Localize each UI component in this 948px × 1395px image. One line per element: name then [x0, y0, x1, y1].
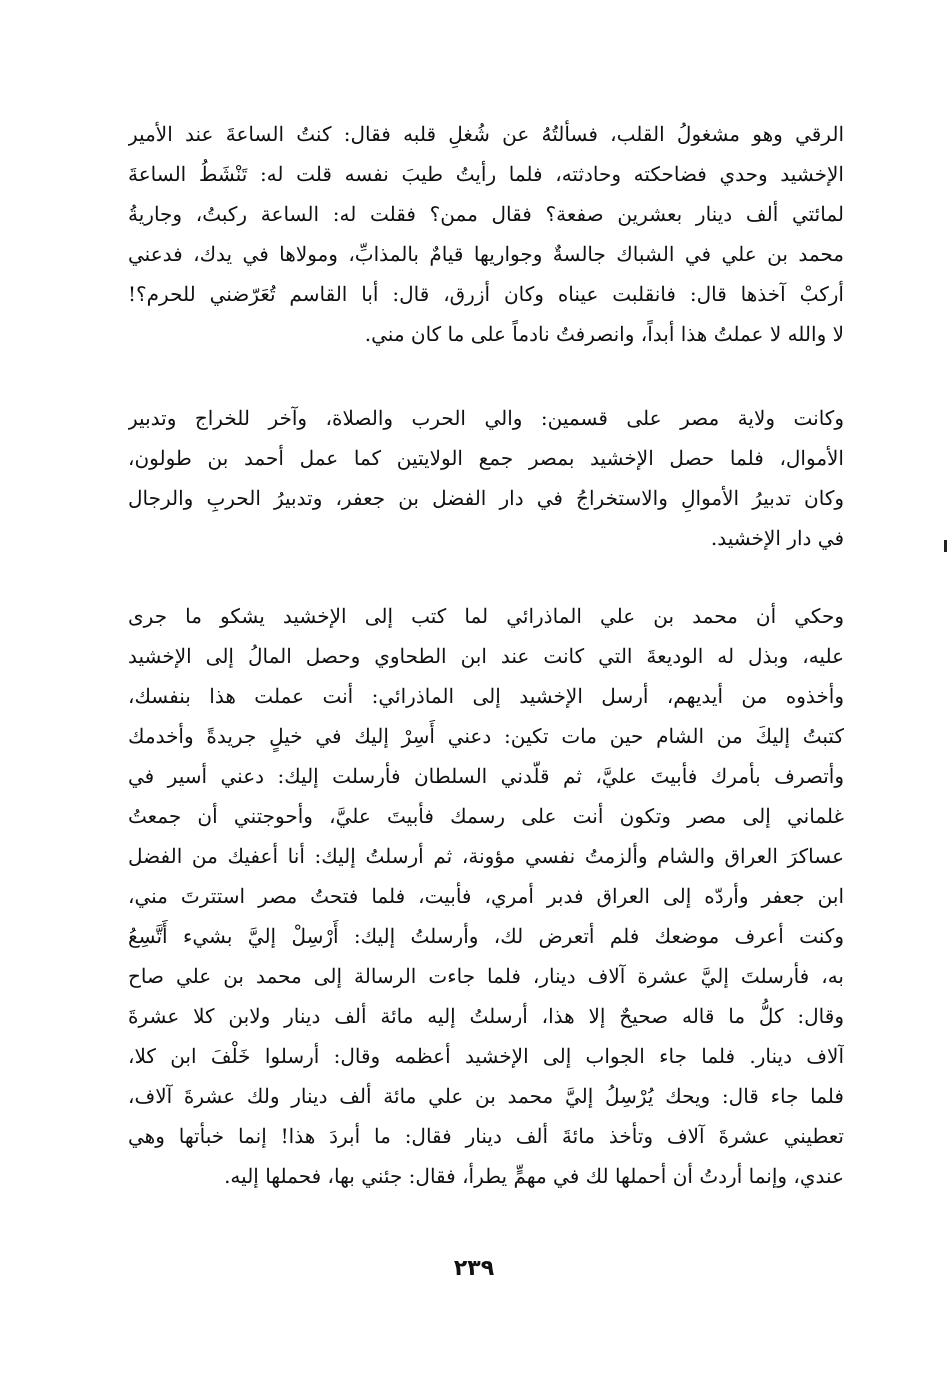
paragraph-2	[128, 398, 844, 558]
text-line: محمد بن علي في الشباك جالسةٌ وجواريها قيامٌ بالمذابِّ، ومولاها في يدك، فدعني	[128, 242, 844, 266]
text-line: وكان تدبيرُ الأموالِ والاستخراجُ في دار الفضل بن جعفر، وتدبيرُ الحربِ والرجال	[128, 486, 844, 510]
text-line: فلما جاء قال: ويحك يُرْسِلُ إليَّ محمد بن علي مائة ألف دينار ولك عشرةَ آلاف،	[128, 1084, 844, 1108]
text-line: وحكي أن محمد بن علي الماذرائي لما كتب إلى الإخشيد يشكو ما جرى	[128, 604, 844, 628]
text-line: غلماني إلى مصر وتكون أنت على رسمك فأبيتَ عليَّ، وأحوجتني أن جمعتُ	[128, 804, 844, 828]
text-line: أركبْ آخذها قال: فانقلبت عيناه وكان أزرق، قال: أبا القاسم تُعَرّضني للحرم؟!	[128, 282, 844, 306]
text-line: وقال: كلُّ ما قاله صحيحٌ إلا هذا، أرسلتُ إليه مائة ألف دينار ولابن كلا عشرةَ	[128, 1004, 844, 1028]
text-line: به، فأرسلتَ إليَّ عشرة آلاف دينار، فلما جاءت الرسالة إلى محمد بن علي صاح	[128, 964, 844, 988]
margin-mark	[944, 540, 947, 552]
text-line: وكنت أعرف موضعك فلم أتعرض لك، وأرسلتُ إليك: أَرْسِلْ إليَّ بشيء أَتَّسِعُ	[128, 924, 844, 948]
text-line: الرقي وهو مشغولُ القلب، فسألتُهُ عن شُغلِ قلبه فقال: كنتُ الساعةَ عند الأمير	[128, 122, 844, 146]
text-line: في دار الإخشيد.	[710, 526, 844, 550]
text-line: وكانت ولاية مصر على قسمين: والي الحرب والصلاة، وآخر للخراج وتدبير	[128, 406, 844, 430]
text-line: لا والله لا عملتُ هذا أبداً، وانصرفتُ نادماً على ما كان مني.	[364, 322, 844, 346]
paragraph-3	[128, 596, 844, 1196]
text-line: تعطيني عشرةَ آلاف وتأخذ مائةَ ألف دينار فقال: ما أبردَ هذا! إنما خبأتها وهي	[128, 1124, 844, 1148]
text-line: الأموال، فلما حصل الإخشيد بمصر جمع الولايتين كما عمل أحمد بن طولون،	[128, 446, 844, 470]
text-line: عليه، وبذل له الوديعةَ التي كانت عند ابن الطحاوي وحصل المالُ إلى الإخشيد	[128, 644, 844, 668]
text-line: الإخشيد وحدي فضاحكته وحادثته، فلما رأيتُ طيبَ نفسه قلت له: تَنْشَطُ الساعةَ	[128, 162, 844, 186]
text-line: ابن جعفر وأردّه إلى العراق فدبر أمري، فأبيت، فلما فتحتُ مصر استترتَ مني،	[128, 884, 844, 908]
paragraph-1	[128, 114, 844, 354]
text-line: عندي، وإنما أردتُ أن أحملها لك في مهمٍّ يطرأ، فقال: جئني بها، فحملها إليه.	[224, 1164, 844, 1188]
text-line: آلاف دينار. فلما جاء الجواب إلى الإخشيد أعظمه وقال: أرسلوا خَلْفَ ابن كلا،	[128, 1044, 844, 1068]
text-line: وأتصرف بأمرك فأبيتَ عليَّ، ثم قلّدني السلطان فأرسلت إليك: دعني أسير في	[128, 764, 844, 788]
page-number: ٢٣٩	[453, 1256, 495, 1281]
text-line: وأخذوه من أيديهم، أرسل الإخشيد إلى الماذرائي: أنت عملت هذا بنفسك،	[128, 684, 844, 708]
text-line: عساكرَ العراق والشام وألزمتُ نفسي مؤونة، ثم أرسلتُ إليك: أنا أعفيك من الفضل	[128, 844, 844, 868]
text-line: كتبتُ إليكَ من الشام حين مات تكين: دعني أَسِرْ إليك في خيلٍ جريدةً وأخدمك	[128, 724, 844, 748]
text-line: لمائتي ألف دينار بعشرين صفعة؟ فقال ممن؟ فقلت له: الساعة ركبتُ، وجاريةُ	[128, 202, 844, 226]
